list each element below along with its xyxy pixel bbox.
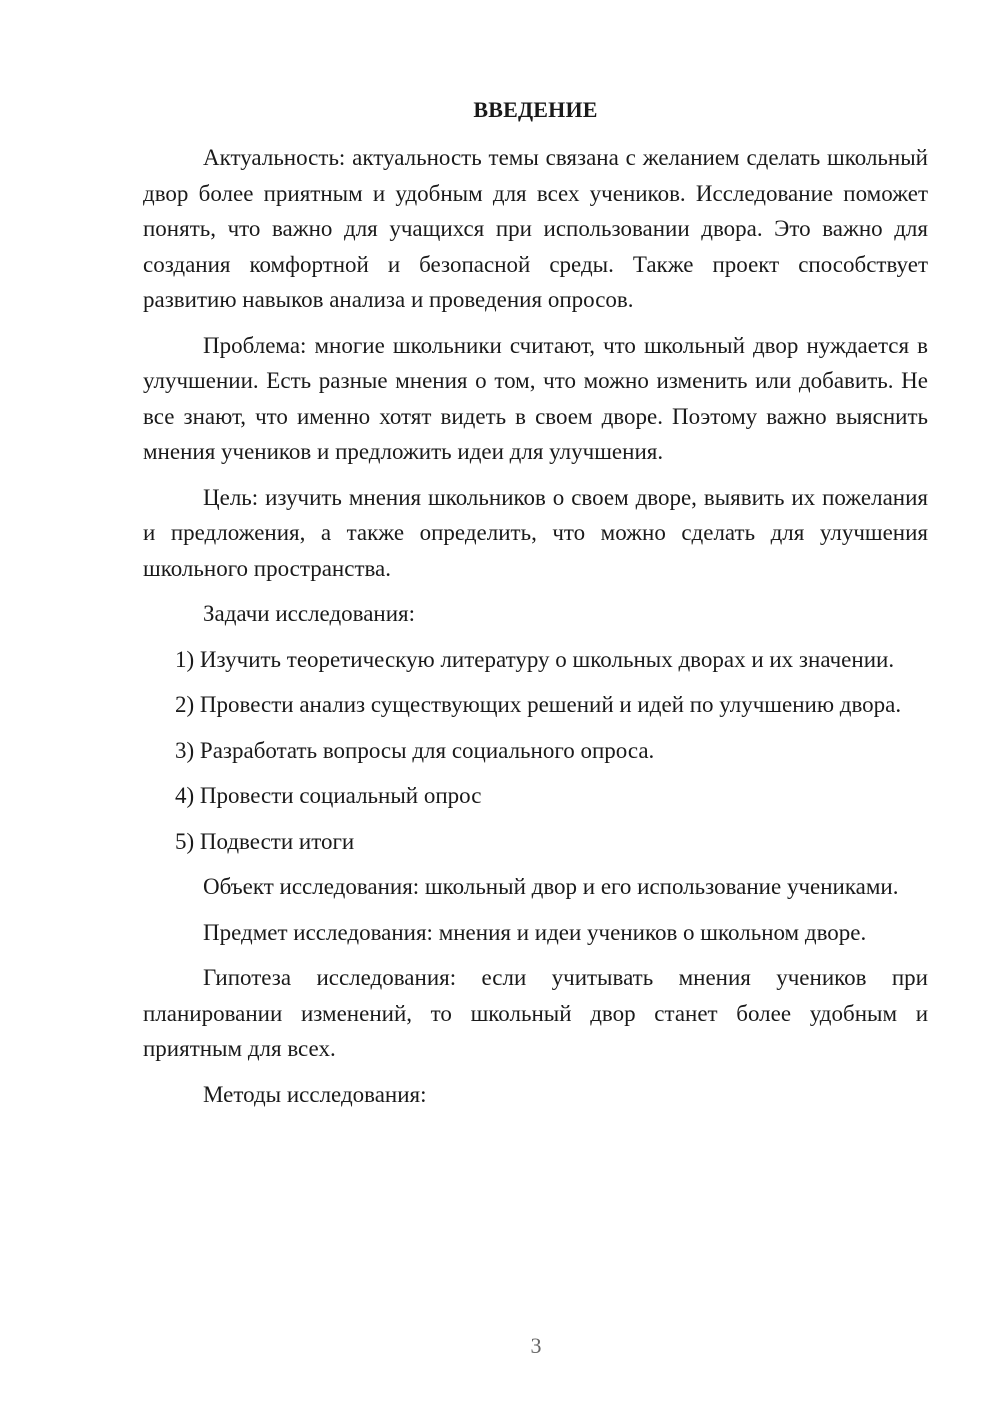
hypothesis-paragraph: Гипотеза исследования: если учитывать мнения учеников при планировании изменений, то школьный двор станет более удобным и приятным для всех. (143, 965, 928, 1061)
problem-paragraph: Проблема: многие школьники считают, что школьный двор нуждается в улучшении. Есть разные мнения о том, что можно изменить или добавить. Не все знают, что именно хотят видеть в своем дворе. Поэтому важно выяснить мнения учеников и предложить идеи для улучшения. (143, 332, 928, 464)
methods-heading: Методы исследования: (203, 1081, 427, 1107)
relevance-paragraph: Актуальность: актуальность темы связана с желанием сделать школьный двор более приятным и удобным для всех учеников. Исследование поможет понять, что важно для учащихся при использовании двора. Это важно для создания комфортной и безопасной среды. Также проект способствует развитию навыков анализа и проведения опросов. (143, 145, 928, 312)
page-content (143, 94, 928, 1122)
tasks-heading: Задачи исследования: (203, 601, 416, 626)
task-item-1: 1) Изучить теоретическую литературу о школьных дворах и их значении. (175, 646, 895, 672)
page-title: ВВЕДЕНИЕ (473, 97, 598, 122)
task-item-3: 3) Разработать вопросы для социального опроса. (175, 737, 655, 763)
subject-paragraph: Предмет исследования: мнения и идеи учеников о школьном дворе. (203, 919, 867, 945)
task-item-4: 4) Провести социальный опрос (175, 783, 482, 808)
object-paragraph: Объект исследования: школьный двор и его использование учениками. (203, 874, 899, 899)
task-item-5: 5) Подвести итоги (175, 828, 355, 854)
goal-paragraph: Цель: изучить мнения школьников о своем дворе, выявить их пожелания и предложения, а также определить, что можно сделать для улучшения школьного пространства. (143, 484, 928, 581)
task-item-2: 2) Провести анализ существующих решений и идей по улучшению двора. (175, 692, 902, 717)
page-number: 3 (530, 1333, 542, 1358)
